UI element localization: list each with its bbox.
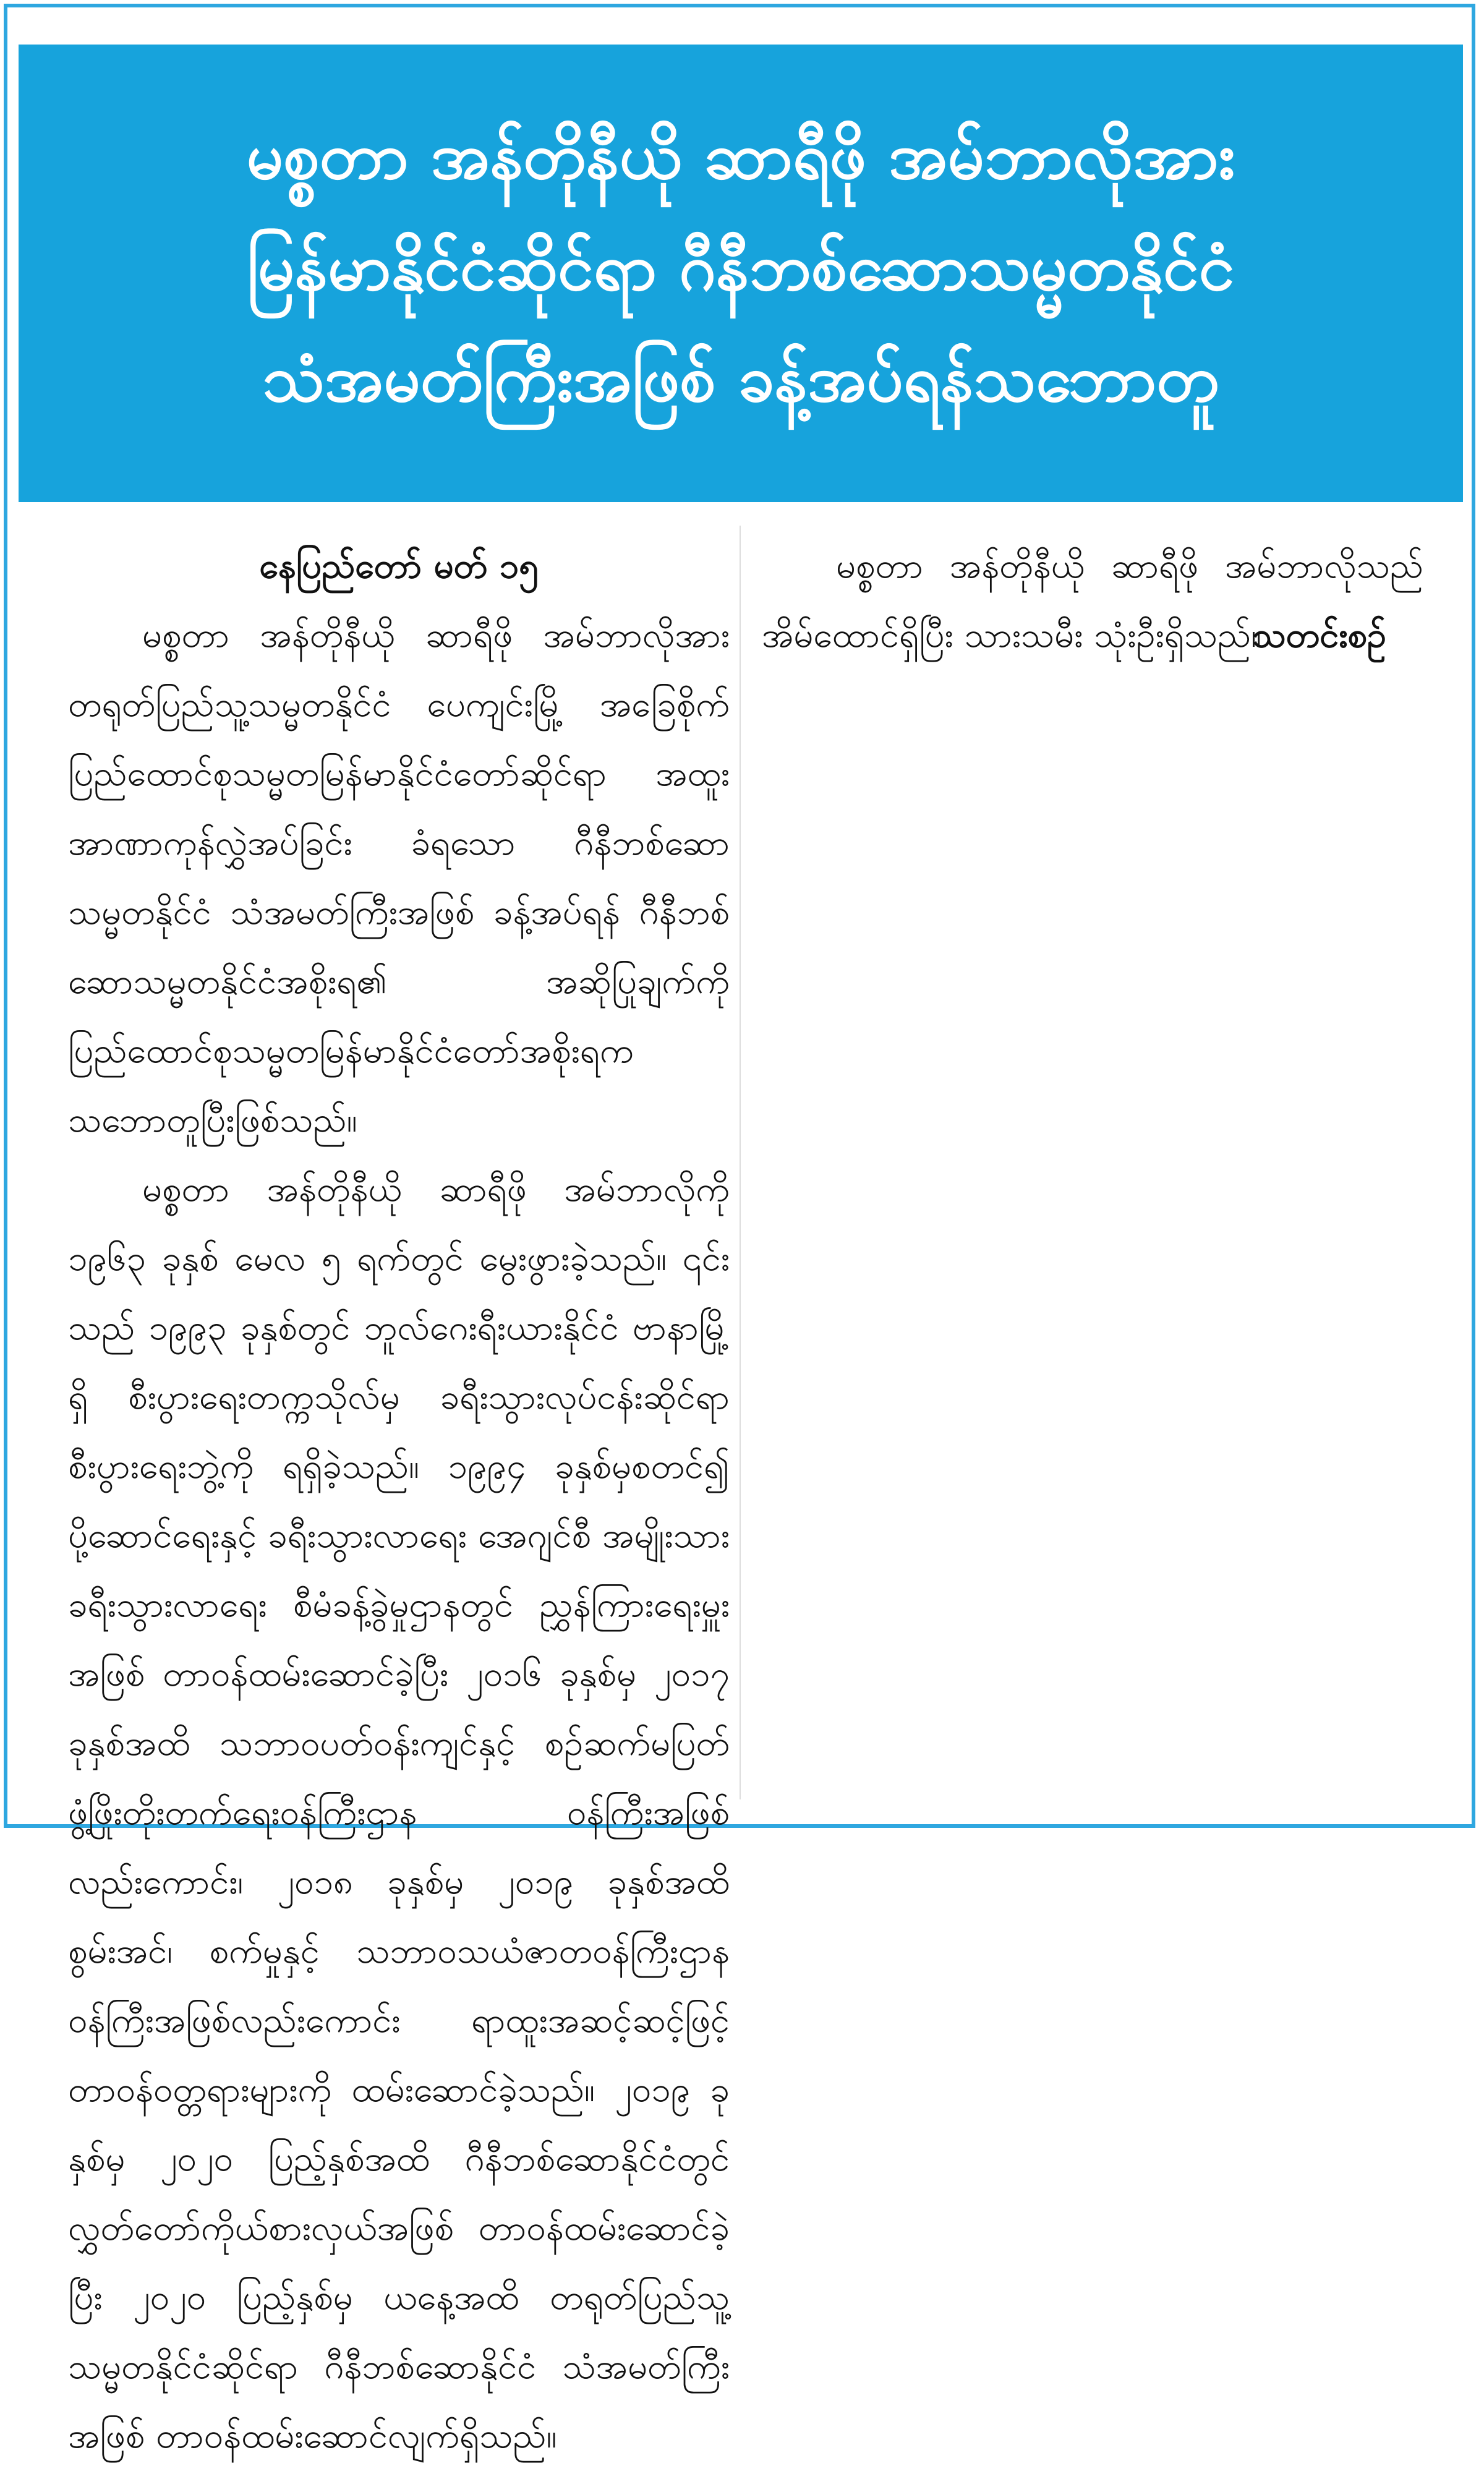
paragraph-3: မစ္စတာ အန်တိုနီယို ဆာရီဖို အမ်ဘာလိုသည် အိမ်ထောင်ရှိပြီး သားသမီး သုံးဦးရှိသည်။: [762, 546, 1423, 655]
headline-line-3: သံအမတ်ကြီးအဖြစ် ခန့်အပ်ရန်သဘောတူ: [262, 341, 1219, 416]
headline-banner: [19, 45, 1463, 502]
article-column-right: [762, 532, 1423, 670]
paragraph-2: မစ္စတာ အန်တိုနီယို ဆာရီဖို အမ်ဘာလိုကို ၁၉၆၃ ခုနှစ် မေလ ၅ ရက်တွင် မွေးဖွားခဲ့သည်။ ၎င်းသည် ၁၉၉၃ ခုနှစ်တွင် ဘူလ်ဂေးရီးယားနိုင်ငံ ဗာနာမြို့ရှိ စီးပွားရေးတက္ကသိုလ်မှ ခရီးသွားလုပ်ငန်းဆိုင်ရာ စီးပွားရေးဘွဲ့ကို ရရှိခဲ့သည်။ ၁၉၉၄ ခုနှစ်မှစတင်၍ ပို့ဆောင်ရေးနှင့် ခရီးသွားလာရေး အေဂျင်စီ အမျိုးသားခရီးသွားလာရေး စီမံခန့်ခွဲမှုဌာနတွင် ညွှန်ကြားရေးမှူးအဖြစ် တာဝန်ထမ်းဆောင်ခဲ့ပြီး ၂၀၁၆ ခုနှစ်မှ ၂၀၁၇ ခုနှစ်အထိ သဘာဝပတ်ဝန်းကျင်နှင့် စဉ်ဆက်မပြတ်ဖွံ့ဖြိုးတိုးတက်ရေးဝန်ကြီးဌာန ဝန်ကြီးအဖြစ်လည်းကောင်း၊ ၂၀၁၈ ခုနှစ်မှ ၂၀၁၉ ခုနှစ်အထိ စွမ်းအင်၊ စက်မှုနှင့် သဘာဝသယံဇာတဝန်ကြီးဌာနဝန်ကြီးအဖြစ်လည်းကောင်း ရာထူးအဆင့်ဆင့်ဖြင့် တာဝန်ဝတ္တရားများကို ထမ်းဆောင်ခဲ့သည်။ ၂၀၁၉ ခုနှစ်မှ ၂၀၂၀ ပြည့်နှစ်အထိ ဂီနီဘစ်ဆောနိုင်ငံတွင် လွှတ်တော်ကိုယ်စားလှယ်အဖြစ် တာဝန်ထမ်းဆောင်ခဲ့ပြီး ၂၀၂၀ ပြည့်နှစ်မှ ယနေ့အထိ တရုတ်ပြည်သူ့သမ္မတနိုင်ငံဆိုင်ရာ ဂီနီဘစ်ဆောနိုင်ငံ သံအမတ်ကြီးအဖြစ် တာဝန်ထမ်းဆောင်လျက်ရှိသည်။: [68, 1169, 730, 2456]
headline-line-1: မစ္စတာ အန်တိုနီယို ဆာရီဖို အမ်ဘာလိုအား: [246, 118, 1235, 194]
headline: [19, 100, 1463, 434]
byline: သတင်းစဉ်: [1252, 615, 1386, 655]
column-divider: [740, 526, 741, 1799]
headline-line-2: မြန်မာနိုင်ငံဆိုင်ရာ ဂီနီဘစ်ဆောသမ္မတနိုင်ငံ: [247, 229, 1235, 305]
dateline: နေပြည်တော် မတ် ၁၅: [259, 546, 539, 586]
paragraph-1: မစ္စတာ အန်တိုနီယို ဆာရီဖို အမ်ဘာလိုအား တရုတ်ပြည်သူ့သမ္မတနိုင်ငံ ပေကျင်းမြို့ အခြေစိုက် ပြည်ထောင်စုသမ္မတမြန်မာနိုင်ငံတော်ဆိုင်ရာ အထူးအာဏာကုန်လွှဲအပ်ခြင်း ခံရသော ဂီနီဘစ်ဆောသမ္မတနိုင်ငံ သံအမတ်ကြီးအဖြစ် ခန့်အပ်ရန် ဂီနီဘစ်ဆောသမ္မတနိုင်ငံအစိုးရ၏ အဆိုပြုချက်ကို ပြည်ထောင်စုသမ္မတမြန်မာနိုင်ငံတော်အစိုးရက သဘောတူပြီးဖြစ်သည်။: [68, 615, 730, 1140]
article-column-left: [68, 532, 730, 2471]
